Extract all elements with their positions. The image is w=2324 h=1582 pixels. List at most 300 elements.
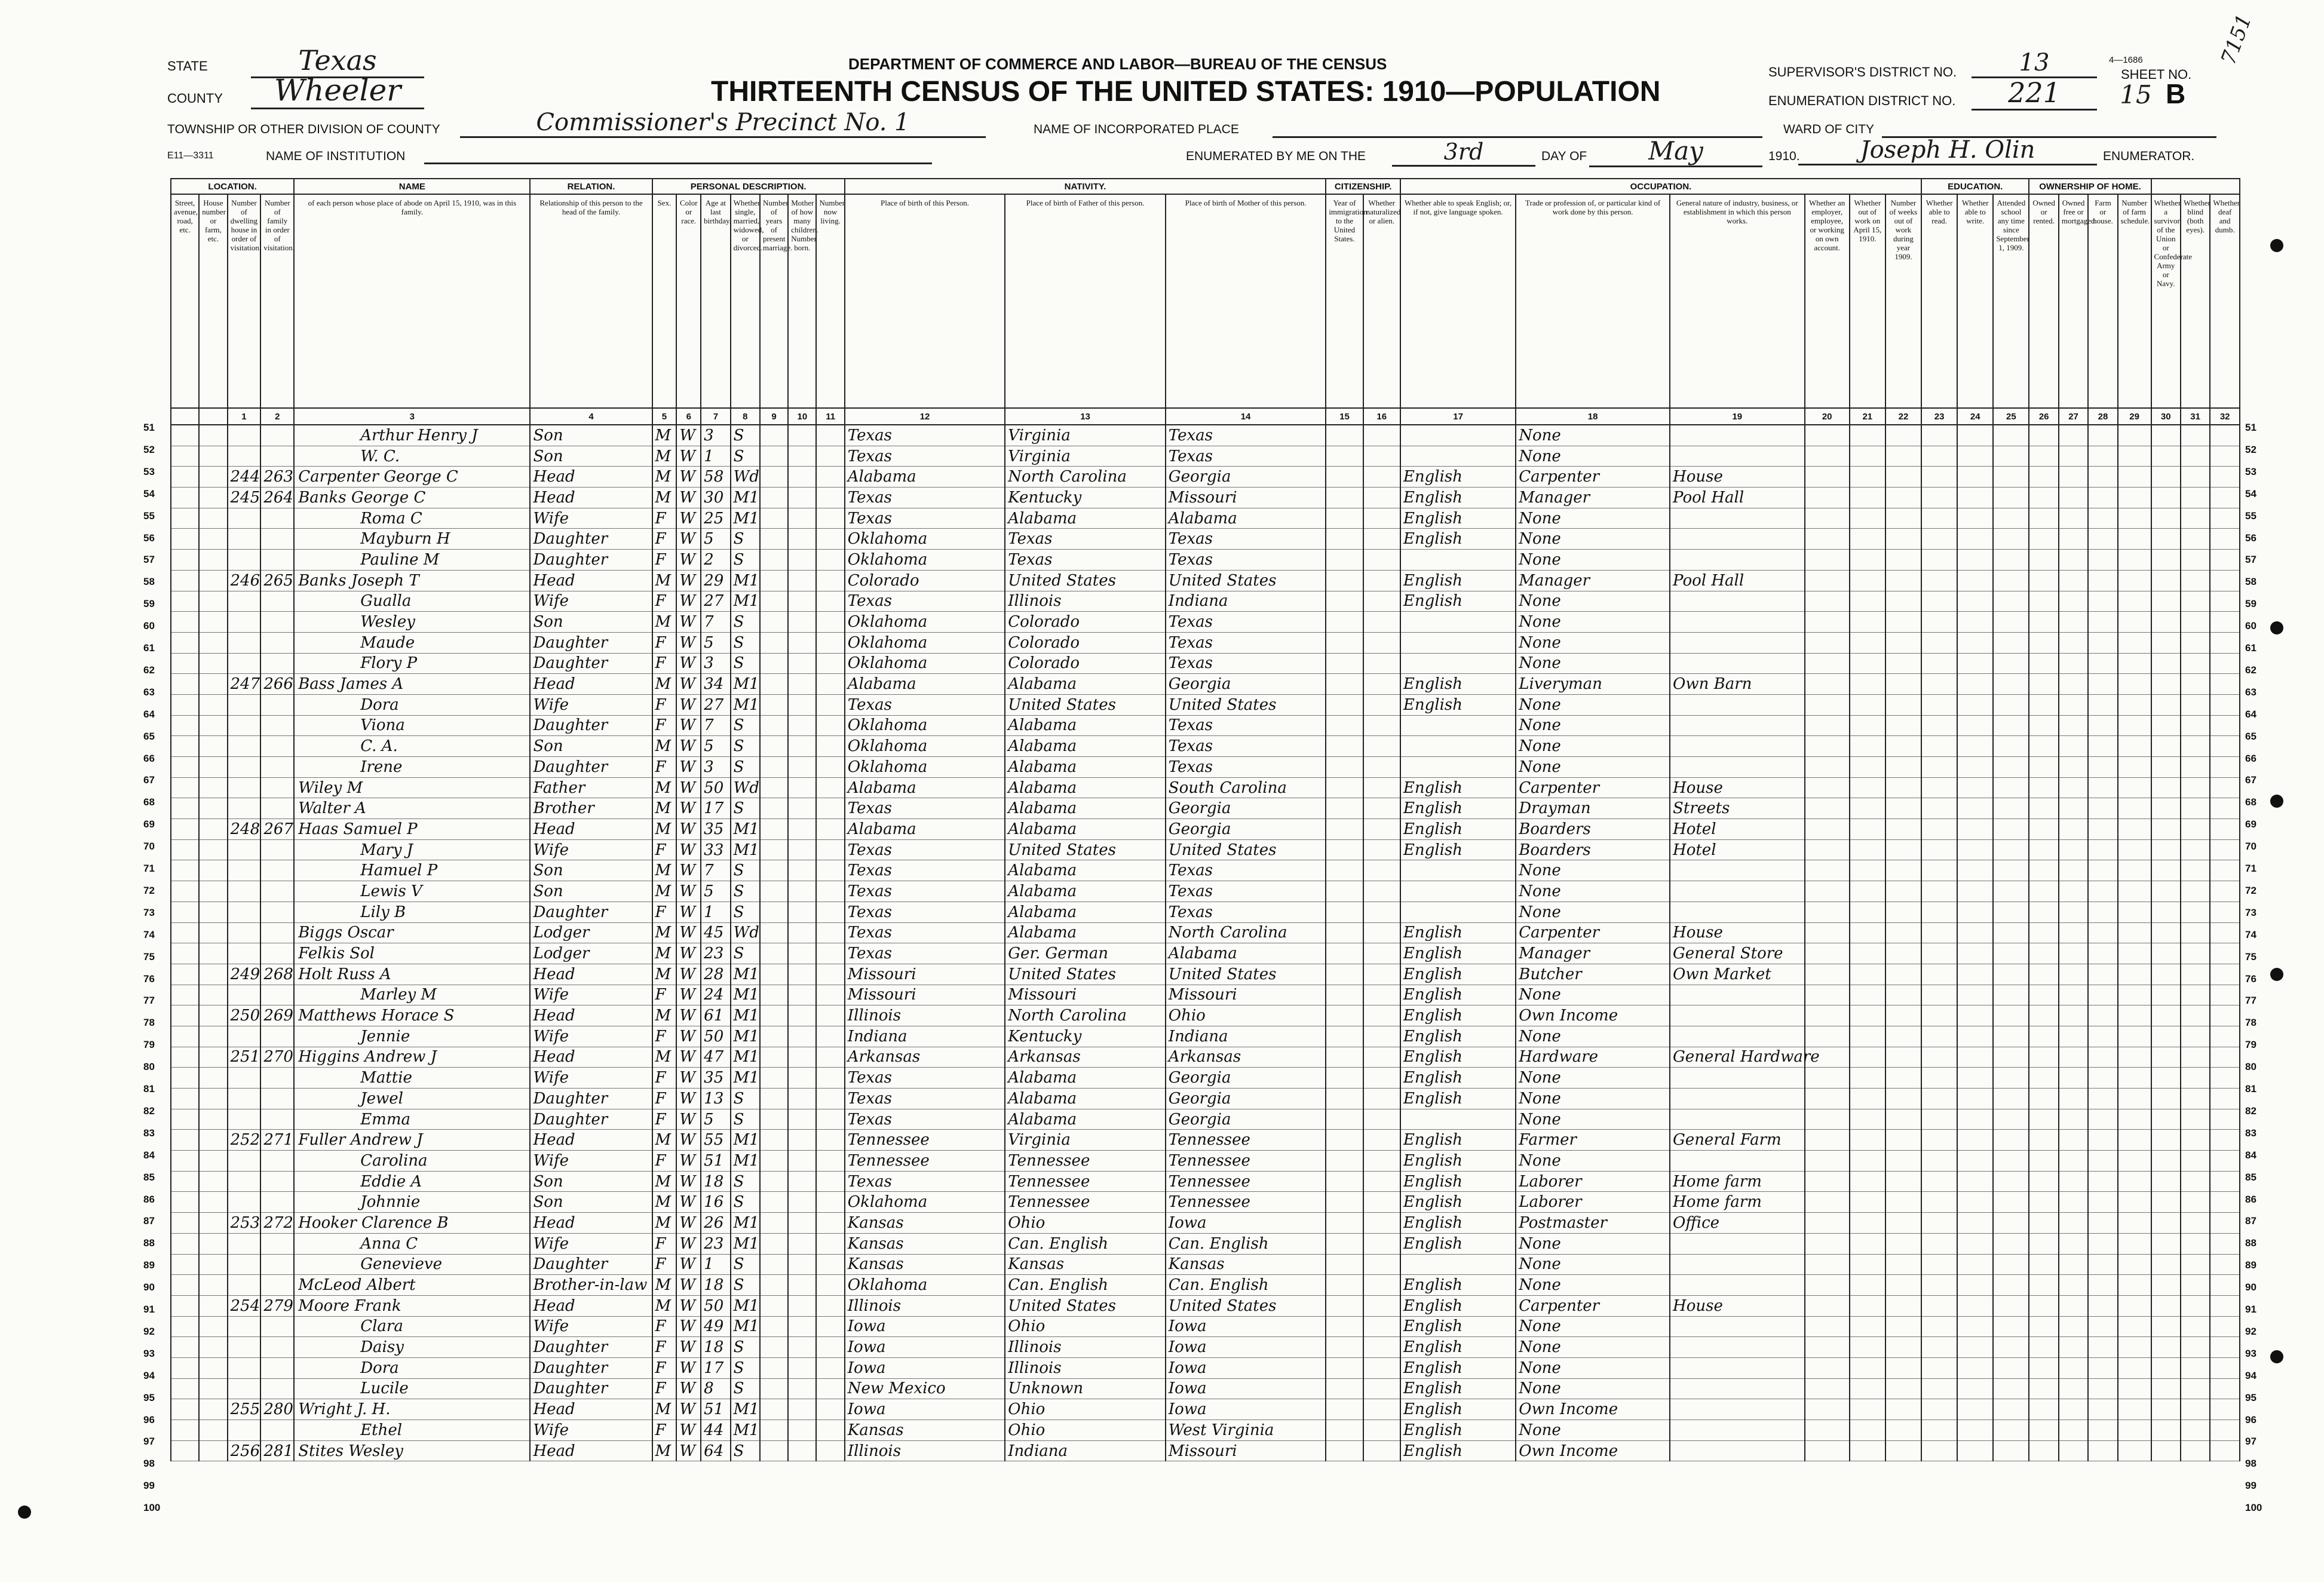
table-cell bbox=[1363, 1357, 1400, 1378]
line-number: 66 bbox=[2245, 752, 2256, 764]
line-number: 70 bbox=[2245, 841, 2256, 853]
table-cell bbox=[2210, 508, 2240, 529]
line-number: 93 bbox=[143, 1347, 155, 1359]
cell-rel: Daughter bbox=[530, 1337, 652, 1358]
table-cell bbox=[199, 1151, 227, 1172]
table-cell bbox=[2088, 1068, 2117, 1089]
column-desc: Mother of how many children. Number born. bbox=[788, 194, 816, 408]
cell-dw bbox=[228, 425, 261, 446]
table-cell bbox=[1993, 902, 2029, 922]
cell-name: Eddie A bbox=[294, 1171, 530, 1192]
cell-sex: M bbox=[652, 446, 677, 467]
table-row bbox=[171, 570, 2240, 591]
table-cell bbox=[1885, 819, 1921, 840]
table-cell bbox=[2088, 591, 2117, 612]
cell-race: W bbox=[676, 715, 701, 736]
cell-dw bbox=[228, 446, 261, 467]
column-desc: Trade or profession of, or particular kind of work done by this person. bbox=[1516, 194, 1670, 408]
table-cell bbox=[2181, 798, 2210, 819]
table-cell bbox=[788, 550, 816, 571]
table-cell bbox=[816, 570, 844, 591]
table-cell bbox=[1326, 570, 1363, 591]
cell-name: Banks George C bbox=[294, 488, 530, 508]
table-cell bbox=[2088, 1047, 2117, 1068]
cell-ms: M1 bbox=[731, 1420, 760, 1441]
table-cell bbox=[1805, 550, 1850, 571]
cell-name: Johnnie bbox=[294, 1192, 530, 1213]
cell-dw bbox=[228, 839, 261, 860]
cell-ind bbox=[1670, 860, 1805, 881]
cell-birth: Tennessee bbox=[845, 1151, 1005, 1172]
table-cell bbox=[2118, 860, 2151, 881]
table-cell bbox=[1885, 922, 1921, 943]
table-cell bbox=[171, 1151, 199, 1172]
table-cell bbox=[1363, 653, 1400, 674]
table-cell bbox=[2151, 488, 2181, 508]
cell-fbirth: North Carolina bbox=[1005, 467, 1166, 488]
table-cell bbox=[816, 550, 844, 571]
table-cell bbox=[1850, 425, 1885, 446]
table-cell bbox=[2088, 550, 2117, 571]
table-row bbox=[171, 632, 2240, 653]
table-row bbox=[171, 1005, 2240, 1026]
table-cell bbox=[816, 777, 844, 798]
table-cell bbox=[171, 653, 199, 674]
cell-lang bbox=[1400, 550, 1516, 571]
table-cell bbox=[2059, 1378, 2088, 1399]
table-cell bbox=[1993, 1171, 2029, 1192]
table-cell bbox=[199, 777, 227, 798]
cell-ind bbox=[1670, 736, 1805, 757]
cell-fbirth: Ger. German bbox=[1005, 943, 1166, 964]
table-cell bbox=[788, 1399, 816, 1420]
table-cell bbox=[171, 674, 199, 695]
table-cell bbox=[171, 467, 199, 488]
table-cell bbox=[760, 1337, 788, 1358]
line-number: 91 bbox=[143, 1304, 155, 1315]
cell-race: W bbox=[676, 674, 701, 695]
table-cell bbox=[788, 1378, 816, 1399]
table-cell bbox=[2210, 777, 2240, 798]
table-cell bbox=[2059, 1233, 2088, 1254]
cell-mbirth: North Carolina bbox=[1166, 922, 1326, 943]
cell-fbirth: Alabama bbox=[1005, 674, 1166, 695]
column-number: 16 bbox=[1363, 408, 1400, 425]
table-cell bbox=[2181, 1109, 2210, 1130]
cell-lang: English bbox=[1400, 1213, 1516, 1234]
table-cell bbox=[788, 425, 816, 446]
table-cell bbox=[2210, 1068, 2240, 1089]
cell-lang: English bbox=[1400, 529, 1516, 550]
table-cell bbox=[1957, 757, 1993, 778]
table-cell bbox=[1921, 446, 1957, 467]
table-cell bbox=[2059, 1337, 2088, 1358]
table-row bbox=[171, 488, 2240, 508]
table-cell bbox=[2181, 881, 2210, 902]
cell-name: Maude bbox=[294, 632, 530, 653]
table-cell bbox=[2118, 964, 2151, 985]
table-cell bbox=[2118, 1068, 2151, 1089]
table-cell bbox=[2088, 964, 2117, 985]
cell-ms: S bbox=[731, 715, 760, 736]
group-relation: RELATION. bbox=[530, 179, 652, 194]
cell-lang: English bbox=[1400, 1192, 1516, 1213]
column-desc: Farm or house. bbox=[2088, 194, 2117, 408]
cell-sex: M bbox=[652, 881, 677, 902]
cell-fam bbox=[260, 508, 294, 529]
cell-ms: M1 bbox=[731, 1316, 760, 1337]
table-cell bbox=[2029, 839, 2058, 860]
table-cell bbox=[2151, 570, 2181, 591]
cell-race: W bbox=[676, 425, 701, 446]
cell-birth: Texas bbox=[845, 694, 1005, 715]
table-cell bbox=[2151, 1378, 2181, 1399]
table-cell bbox=[2151, 922, 2181, 943]
line-number: 83 bbox=[143, 1127, 155, 1139]
table-cell bbox=[2118, 425, 2151, 446]
table-cell bbox=[199, 674, 227, 695]
table-cell bbox=[2029, 1275, 2058, 1296]
line-number: 86 bbox=[143, 1193, 155, 1205]
table-cell bbox=[1957, 612, 1993, 633]
county-value: Wheeler bbox=[251, 73, 424, 109]
table-cell bbox=[1885, 1316, 1921, 1337]
table-cell bbox=[1363, 446, 1400, 467]
table-cell bbox=[171, 964, 199, 985]
cell-name: Matthews Horace S bbox=[294, 1005, 530, 1026]
table-cell bbox=[2181, 1275, 2210, 1296]
table-cell bbox=[2059, 777, 2088, 798]
cell-fam bbox=[260, 1254, 294, 1275]
table-row bbox=[171, 1213, 2240, 1234]
cell-dw bbox=[228, 736, 261, 757]
table-cell bbox=[171, 1005, 199, 1026]
cell-age: 58 bbox=[701, 467, 730, 488]
table-row bbox=[171, 1068, 2240, 1089]
table-cell bbox=[2151, 1233, 2181, 1254]
table-cell bbox=[1957, 550, 1993, 571]
cell-ms: S bbox=[731, 529, 760, 550]
table-cell bbox=[199, 1047, 227, 1068]
cell-fbirth: Texas bbox=[1005, 529, 1166, 550]
year-label: 1910. bbox=[1768, 149, 1800, 163]
cell-ms: S bbox=[731, 1337, 760, 1358]
column-desc: Number of farm schedule. bbox=[2118, 194, 2151, 408]
table-cell bbox=[760, 1378, 788, 1399]
table-cell bbox=[1850, 964, 1885, 985]
cell-ind bbox=[1670, 694, 1805, 715]
table-cell bbox=[1957, 1440, 1993, 1461]
table-cell bbox=[1850, 467, 1885, 488]
cell-race: W bbox=[676, 757, 701, 778]
cell-ms: S bbox=[731, 1440, 760, 1461]
cell-mbirth: Alabama bbox=[1166, 508, 1326, 529]
table-cell bbox=[2088, 488, 2117, 508]
table-cell bbox=[2151, 964, 2181, 985]
table-cell bbox=[2059, 612, 2088, 633]
table-cell bbox=[1363, 902, 1400, 922]
table-cell bbox=[171, 1357, 199, 1378]
cell-occ: None bbox=[1516, 1378, 1670, 1399]
table-cell bbox=[2151, 1399, 2181, 1420]
cell-age: 5 bbox=[701, 736, 730, 757]
table-cell bbox=[1805, 570, 1850, 591]
cell-fam bbox=[260, 1316, 294, 1337]
table-cell bbox=[1957, 964, 1993, 985]
table-cell bbox=[1850, 1316, 1885, 1337]
cell-fbirth: Alabama bbox=[1005, 1089, 1166, 1109]
cell-mbirth: Missouri bbox=[1166, 1440, 1326, 1461]
table-cell bbox=[2151, 1089, 2181, 1109]
table-cell bbox=[2029, 529, 2058, 550]
cell-dw bbox=[228, 1192, 261, 1213]
table-cell bbox=[1363, 839, 1400, 860]
cell-mbirth: Ohio bbox=[1166, 1005, 1326, 1026]
cell-occ: Manager bbox=[1516, 943, 1670, 964]
table-cell bbox=[2118, 1005, 2151, 1026]
table-cell bbox=[1885, 1005, 1921, 1026]
enumerated-month: May bbox=[1589, 136, 1762, 167]
cell-sex: F bbox=[652, 1109, 677, 1130]
table-row bbox=[171, 902, 2240, 922]
table-row bbox=[171, 1420, 2240, 1441]
table-cell bbox=[788, 1337, 816, 1358]
township-label: TOWNSHIP OR OTHER DIVISION OF COUNTY bbox=[167, 122, 440, 136]
table-row bbox=[171, 985, 2240, 1005]
column-number: 30 bbox=[2151, 408, 2181, 425]
table-cell bbox=[2151, 902, 2181, 922]
table-cell bbox=[2181, 1316, 2210, 1337]
cell-age: 18 bbox=[701, 1337, 730, 1358]
table-cell bbox=[2151, 839, 2181, 860]
cell-sex: F bbox=[652, 632, 677, 653]
cell-name: W. C. bbox=[294, 446, 530, 467]
table-cell bbox=[788, 632, 816, 653]
table-cell bbox=[2181, 1399, 2210, 1420]
cell-age: 51 bbox=[701, 1151, 730, 1172]
line-number: 85 bbox=[2245, 1171, 2256, 1183]
table-cell bbox=[2059, 902, 2088, 922]
cell-lang bbox=[1400, 425, 1516, 446]
table-cell bbox=[1993, 798, 2029, 819]
table-cell bbox=[1921, 425, 1957, 446]
cell-fam bbox=[260, 922, 294, 943]
cell-rel: Lodger bbox=[530, 922, 652, 943]
cell-ind bbox=[1670, 1357, 1805, 1378]
column-number: 6 bbox=[676, 408, 701, 425]
cell-occ: Own Income bbox=[1516, 1399, 1670, 1420]
cell-dw: 255 bbox=[228, 1399, 261, 1420]
table-cell bbox=[2151, 819, 2181, 840]
table-cell bbox=[816, 1171, 844, 1192]
table-cell bbox=[760, 1068, 788, 1089]
cell-ms: M1 bbox=[731, 839, 760, 860]
cell-rel: Head bbox=[530, 1440, 652, 1461]
cell-ind: House bbox=[1670, 777, 1805, 798]
table-cell bbox=[2059, 467, 2088, 488]
line-number: 89 bbox=[2245, 1259, 2256, 1271]
cell-lang: English bbox=[1400, 1399, 1516, 1420]
cell-occ: None bbox=[1516, 860, 1670, 881]
cell-race: W bbox=[676, 964, 701, 985]
table-cell bbox=[1993, 1357, 2029, 1378]
table-cell bbox=[2118, 1337, 2151, 1358]
cell-lang: English bbox=[1400, 1233, 1516, 1254]
table-cell bbox=[1805, 798, 1850, 819]
table-cell bbox=[2059, 550, 2088, 571]
cell-lang bbox=[1400, 1109, 1516, 1130]
table-cell bbox=[171, 1192, 199, 1213]
table-cell bbox=[816, 985, 844, 1005]
table-cell bbox=[1921, 715, 1957, 736]
table-cell bbox=[2088, 446, 2117, 467]
cell-age: 27 bbox=[701, 694, 730, 715]
cell-birth: Missouri bbox=[845, 985, 1005, 1005]
table-cell bbox=[788, 1068, 816, 1089]
table-cell bbox=[2088, 1295, 2117, 1316]
table-cell bbox=[1363, 922, 1400, 943]
table-cell bbox=[1326, 632, 1363, 653]
cell-sex: F bbox=[652, 1357, 677, 1378]
cell-fbirth: Unknown bbox=[1005, 1378, 1166, 1399]
line-number: 62 bbox=[143, 664, 155, 676]
table-cell bbox=[1993, 964, 2029, 985]
cell-race: W bbox=[676, 508, 701, 529]
table-cell bbox=[1885, 529, 1921, 550]
line-number: 64 bbox=[2245, 708, 2256, 720]
table-cell bbox=[1326, 777, 1363, 798]
table-cell bbox=[199, 736, 227, 757]
table-cell bbox=[2059, 757, 2088, 778]
table-cell bbox=[760, 550, 788, 571]
table-cell bbox=[2118, 757, 2151, 778]
cell-fam: 268 bbox=[260, 964, 294, 985]
table-cell bbox=[2029, 985, 2058, 1005]
table-cell bbox=[1805, 1233, 1850, 1254]
table-cell bbox=[2029, 488, 2058, 508]
cell-name: Stites Wesley bbox=[294, 1440, 530, 1461]
table-cell bbox=[1850, 1089, 1885, 1109]
table-cell bbox=[2088, 757, 2117, 778]
table-cell bbox=[1326, 1151, 1363, 1172]
line-number: 89 bbox=[143, 1259, 155, 1271]
cell-race: W bbox=[676, 902, 701, 922]
cell-race: W bbox=[676, 1295, 701, 1316]
cell-birth: Texas bbox=[845, 488, 1005, 508]
table-cell bbox=[1326, 1213, 1363, 1234]
table-cell bbox=[816, 508, 844, 529]
table-cell bbox=[2210, 1109, 2240, 1130]
cell-lang: English bbox=[1400, 1171, 1516, 1192]
cell-race: W bbox=[676, 1213, 701, 1234]
table-cell bbox=[2029, 1254, 2058, 1275]
table-cell bbox=[2029, 757, 2058, 778]
table-cell bbox=[816, 632, 844, 653]
cell-sex: F bbox=[652, 1068, 677, 1089]
column-number: 11 bbox=[816, 408, 844, 425]
table-cell bbox=[1363, 943, 1400, 964]
table-cell bbox=[2181, 1440, 2210, 1461]
column-desc: Owned or rented. bbox=[2029, 194, 2058, 408]
enumeration-label: ENUMERATION DISTRICT NO. bbox=[1768, 93, 1956, 108]
table-cell bbox=[1993, 860, 2029, 881]
table-cell bbox=[816, 591, 844, 612]
table-cell bbox=[1957, 798, 1993, 819]
table-cell bbox=[199, 467, 227, 488]
cell-ms: M1 bbox=[731, 1130, 760, 1151]
cell-age: 61 bbox=[701, 1005, 730, 1026]
table-cell bbox=[171, 1254, 199, 1275]
table-cell bbox=[2210, 1399, 2240, 1420]
table-cell bbox=[816, 860, 844, 881]
table-row bbox=[171, 1089, 2240, 1109]
cell-rel: Daughter bbox=[530, 632, 652, 653]
table-cell bbox=[2181, 550, 2210, 571]
cell-race: W bbox=[676, 839, 701, 860]
column-desc: Street, avenue, road, etc. bbox=[171, 194, 199, 408]
table-cell bbox=[2059, 839, 2088, 860]
table-cell bbox=[2088, 1026, 2117, 1047]
table-cell bbox=[816, 902, 844, 922]
table-cell bbox=[1921, 1171, 1957, 1192]
table-cell bbox=[199, 1171, 227, 1192]
table-cell bbox=[788, 674, 816, 695]
table-cell bbox=[2181, 467, 2210, 488]
table-cell bbox=[760, 1440, 788, 1461]
table-cell bbox=[1363, 1026, 1400, 1047]
cell-sex: M bbox=[652, 1295, 677, 1316]
cell-rel: Head bbox=[530, 1295, 652, 1316]
table-cell bbox=[1326, 1275, 1363, 1296]
cell-lang bbox=[1400, 736, 1516, 757]
cell-occ: Manager bbox=[1516, 488, 1670, 508]
table-cell bbox=[1957, 1109, 1993, 1130]
cell-age: 35 bbox=[701, 819, 730, 840]
table-cell bbox=[1326, 1295, 1363, 1316]
column-desc: Whether able to read. bbox=[1921, 194, 1957, 408]
table-cell bbox=[2118, 570, 2151, 591]
table-cell bbox=[760, 1109, 788, 1130]
table-cell bbox=[2029, 1151, 2058, 1172]
table-cell bbox=[2181, 922, 2210, 943]
cell-ind bbox=[1670, 1420, 1805, 1441]
cell-lang: English bbox=[1400, 1440, 1516, 1461]
table-cell bbox=[1805, 819, 1850, 840]
table-cell bbox=[2029, 1026, 2058, 1047]
cell-ind: Pool Hall bbox=[1670, 570, 1805, 591]
line-number: 57 bbox=[143, 554, 155, 566]
cell-ind: Streets bbox=[1670, 798, 1805, 819]
table-cell bbox=[816, 1420, 844, 1441]
table-cell bbox=[2118, 674, 2151, 695]
cell-fam bbox=[260, 550, 294, 571]
cell-mbirth: Texas bbox=[1166, 902, 1326, 922]
cell-mbirth: Missouri bbox=[1166, 985, 1326, 1005]
cell-race: W bbox=[676, 446, 701, 467]
table-cell bbox=[2210, 1047, 2240, 1068]
table-cell bbox=[2088, 860, 2117, 881]
table-row bbox=[171, 943, 2240, 964]
table-cell bbox=[2151, 715, 2181, 736]
cell-fam bbox=[260, 446, 294, 467]
cell-ms: S bbox=[731, 632, 760, 653]
table-cell bbox=[816, 819, 844, 840]
table-cell bbox=[1326, 1357, 1363, 1378]
table-cell bbox=[2210, 1254, 2240, 1275]
cell-sex: F bbox=[652, 591, 677, 612]
cell-ind bbox=[1670, 1378, 1805, 1399]
cell-fam bbox=[260, 1378, 294, 1399]
